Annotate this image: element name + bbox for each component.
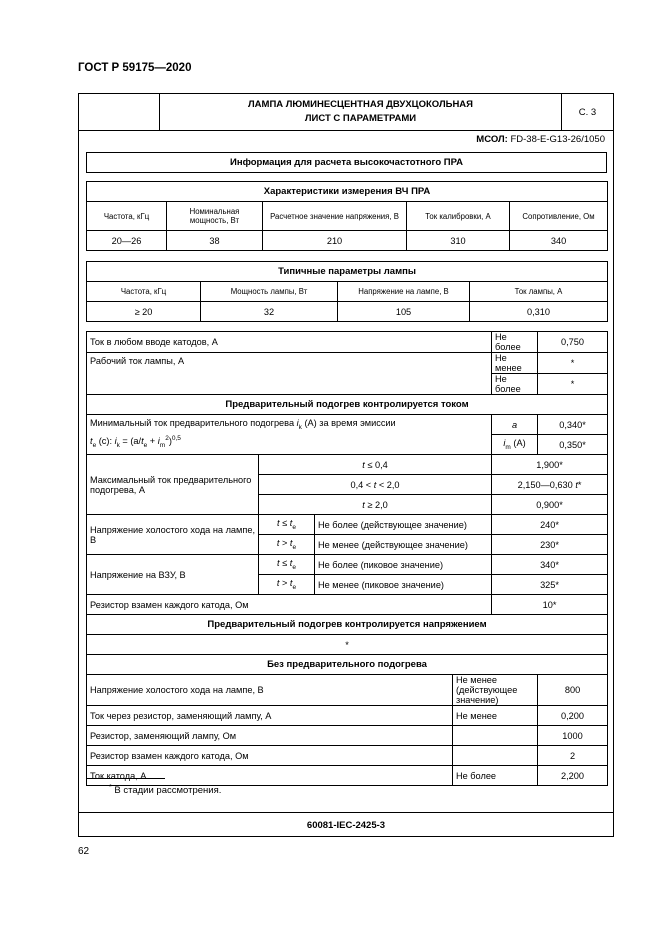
footnote-mark: * bbox=[109, 784, 112, 791]
max-preheat-cond-1: t ≤ 0,4 bbox=[259, 455, 492, 475]
max-preheat-cond-2-left: 0,4 < bbox=[350, 479, 374, 490]
oc-desc-2: Не менее (действующее значение) bbox=[315, 535, 492, 555]
max-preheat-value-2: 2,150—0,630 t* bbox=[492, 475, 608, 495]
preheat-voltage-title: Предварительный подогрев контролируется напряжением bbox=[87, 615, 608, 635]
msol-label: МСОЛ: bbox=[476, 134, 508, 145]
operating-current-min-value: * bbox=[538, 353, 608, 374]
cathode-current-value: 0,750 bbox=[538, 332, 608, 353]
hf-header-voltage: Расчетное значение напряжения, В bbox=[263, 202, 407, 231]
hf-value-resistance: 340 bbox=[510, 231, 608, 251]
min-preheat-a-symbol: a bbox=[492, 415, 538, 435]
no-preheat-row-2-label: Ток через резистор, заменяющий лампу, А bbox=[87, 706, 453, 726]
no-preheat-row-2-cond: Не менее bbox=[453, 706, 538, 726]
vzu-desc-1: Не более (пиковое значение) bbox=[315, 555, 492, 575]
preheat-voltage-value: * bbox=[87, 635, 608, 655]
msol-code bbox=[476, 134, 605, 145]
hf-header-frequency: Частота, кГц bbox=[87, 202, 167, 231]
header-blank-cell bbox=[79, 94, 160, 130]
hf-value-calibration-current: 310 bbox=[407, 231, 510, 251]
sheet-title-line2: ЛИСТ С ПАРАМЕТРАМИ bbox=[304, 113, 417, 124]
no-preheat-row-5-cond: Не более bbox=[453, 766, 538, 786]
min-preheat-current-label: Минимальный ток предварительного подогрева $i_k$ (A) за время эмиссии $t_e$ (c): $i_k = (a/t_e + i_m^2)^{0,5}$ bbox=[87, 415, 492, 455]
typical-header-voltage: Напряжение на лампе, В bbox=[338, 282, 470, 302]
operating-current-label: Рабочий ток лампы, А bbox=[87, 353, 492, 395]
parameter-sheet-frame bbox=[78, 93, 614, 837]
no-preheat-row-3-cond bbox=[453, 726, 538, 746]
max-preheat-cond-1-text: ≤ 0,4 bbox=[367, 459, 388, 470]
vzu-voltage-label: Напряжение на ВЗУ, В bbox=[87, 555, 259, 595]
vzu-cond-2: $t > t_e$ bbox=[259, 575, 315, 595]
max-preheat-cond-2-right: < 2,0 bbox=[376, 479, 400, 490]
hf-value-voltage: 210 bbox=[263, 231, 407, 251]
max-preheat-value-1: 1,900* bbox=[492, 455, 608, 475]
no-preheat-row-4-cond bbox=[453, 746, 538, 766]
no-preheat-row-1-value: 800 bbox=[538, 675, 608, 706]
cathode-current-label: Ток в любом вводе катодов, А bbox=[87, 332, 492, 353]
footnote-separator bbox=[87, 778, 165, 779]
operating-current-max-value: * bbox=[538, 374, 608, 395]
max-preheat-cond-3-text: ≥ 2,0 bbox=[367, 499, 388, 510]
hf-measure-table bbox=[86, 181, 608, 251]
no-preheat-row-1-cond: Не менее (действующее значение) bbox=[453, 675, 538, 706]
sheet-title bbox=[160, 94, 562, 130]
page-number: 62 bbox=[78, 846, 90, 857]
no-preheat-row-2-value: 0,200 bbox=[538, 706, 608, 726]
min-preheat-text: Минимальный ток предварительного подогрева bbox=[90, 417, 295, 428]
vzu-value-1: 340* bbox=[492, 555, 608, 575]
preheat-current-title: Предварительный подогрев контролируется током bbox=[87, 395, 608, 415]
typical-header-frequency: Частота, кГц bbox=[87, 282, 201, 302]
oc-cond-2: $t > t_e$ bbox=[259, 535, 315, 555]
hf-header-resistance: Сопротивление, Ом bbox=[510, 202, 608, 231]
no-preheat-row-3-label: Резистор, заменяющий лампу, Ом bbox=[87, 726, 453, 746]
oc-value-1: 240* bbox=[492, 515, 608, 535]
no-preheat-row-4-label: Резистор взамен каждого катода, Ом bbox=[87, 746, 453, 766]
min-preheat-a-value: 0,340* bbox=[538, 415, 608, 435]
typical-params-table bbox=[86, 261, 608, 322]
min-preheat-im-symbol: $i_m$ (А) bbox=[492, 435, 538, 455]
vzu-desc-2: Не менее (пиковое значение) bbox=[315, 575, 492, 595]
max-preheat-cond-2: 0,4 < t < 2,0 bbox=[259, 475, 492, 495]
sheet-title-line1: ЛАМПА ЛЮМИНЕСЦЕНТНАЯ ДВУХЦОКОЛЬНАЯ bbox=[248, 99, 473, 110]
max-preheat-cond-3: t ≥ 2,0 bbox=[259, 495, 492, 515]
oc-cond-1: $t \le t_e$ bbox=[259, 515, 315, 535]
sheet-page-ref: С. 3 bbox=[578, 106, 597, 118]
vzu-cond-1: $t \le t_e$ bbox=[259, 555, 315, 575]
cathode-resistor-label: Резистор взамен каждого катода, Ом bbox=[87, 595, 492, 615]
min-preheat-im-value: 0,350* bbox=[538, 435, 608, 455]
hf-value-frequency: 20—26 bbox=[87, 231, 167, 251]
typical-value-current: 0,310 bbox=[470, 302, 608, 322]
no-preheat-title: Без предварительного подогрева bbox=[87, 655, 608, 675]
open-circuit-voltage-label: Напряжение холостого хода на лампе, В bbox=[87, 515, 259, 555]
max-preheat-value-2-text: 2,150—0,630 bbox=[517, 479, 576, 490]
footnote-text: В стадии рассмотрения. bbox=[111, 785, 222, 797]
footnote bbox=[109, 784, 221, 796]
vzu-value-2: 325* bbox=[492, 575, 608, 595]
standard-designation: ГОСТ Р 59175—2020 bbox=[78, 62, 192, 74]
no-preheat-row-4-value: 2 bbox=[538, 746, 608, 766]
max-preheat-value-3: 0,900* bbox=[492, 495, 608, 515]
cathode-resistor-value: 10* bbox=[492, 595, 608, 615]
sheet-code: 60081-IEC-2425-3 bbox=[79, 812, 613, 837]
typical-header-power: Мощность лампы, Вт bbox=[201, 282, 338, 302]
sheet-header bbox=[79, 94, 613, 131]
no-preheat-row-5-value: 2,200 bbox=[538, 766, 608, 786]
hf-info-title: Информация для расчета высокочастотного ПРА bbox=[86, 152, 607, 173]
hf-measure-title: Характеристики измерения ВЧ ПРА bbox=[87, 182, 608, 202]
hf-value-power: 38 bbox=[167, 231, 263, 251]
no-preheat-row-5-label: Ток катода, А bbox=[87, 766, 453, 786]
typical-value-frequency: ≥ 20 bbox=[87, 302, 201, 322]
hf-header-calibration-current: Ток калибровки, А bbox=[407, 202, 510, 231]
hf-header-power: Номинальная мощность, Вт bbox=[167, 202, 263, 231]
operating-current-max-condition: Не более bbox=[492, 374, 538, 395]
typical-value-power: 32 bbox=[201, 302, 338, 322]
main-params-table bbox=[86, 331, 608, 786]
max-preheat-current-label: Максимальный ток предварительного подогрева, А bbox=[87, 455, 259, 515]
typical-header-current: Ток лампы, А bbox=[470, 282, 608, 302]
oc-desc-1: Не более (действующее значение) bbox=[315, 515, 492, 535]
cathode-current-condition: Не более bbox=[492, 332, 538, 353]
typical-value-voltage: 105 bbox=[338, 302, 470, 322]
min-preheat-im-unit: (А) bbox=[513, 438, 526, 449]
no-preheat-row-1-label: Напряжение холостого хода на лампе, В bbox=[87, 675, 453, 706]
typical-title: Типичные параметры лампы bbox=[87, 262, 608, 282]
oc-value-2: 230* bbox=[492, 535, 608, 555]
msol-value: FD-38-E-G13-26/1050 bbox=[510, 134, 605, 145]
operating-current-min-condition: Не менее bbox=[492, 353, 538, 374]
no-preheat-row-3-value: 1000 bbox=[538, 726, 608, 746]
